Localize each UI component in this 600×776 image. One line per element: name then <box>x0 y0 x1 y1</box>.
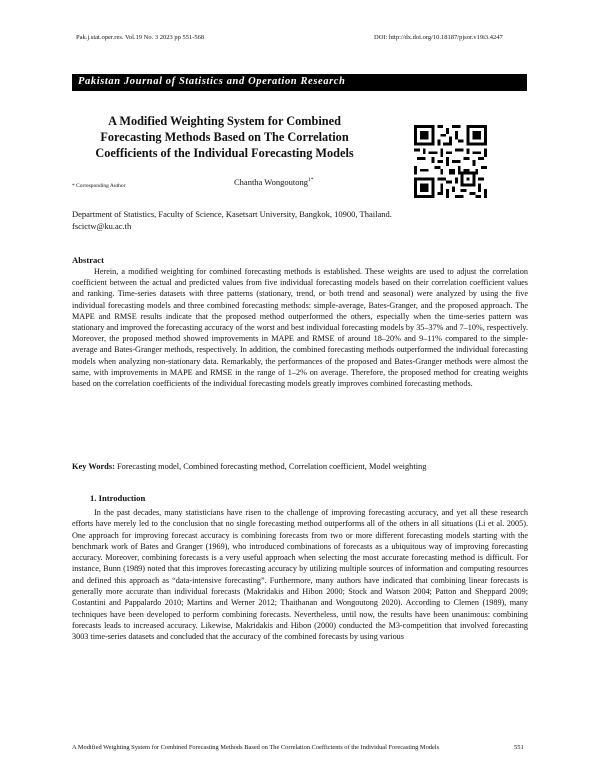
author-affiliation-marker: 1* <box>308 177 314 184</box>
footer-running-title: A Modified Weighting System for Combined Forecasting Methods Based on The Correlation Coefficients of the Individual Forecasting Models <box>72 744 440 751</box>
paper-title <box>72 113 377 161</box>
running-header-citation: Pak.j.stat.oper.res. Vol.19 No. 3 2023 pp 551-568 <box>76 34 205 41</box>
introduction-heading: 1. Introduction <box>90 493 146 503</box>
title-line: Forecasting Methods Based on The Correlation <box>100 130 349 144</box>
running-header-doi[interactable]: DOI: http://dx.doi.org/10.18187/pjsor.v19i3.4247 <box>374 34 503 41</box>
journal-banner <box>72 74 527 91</box>
affiliation-department: Department of Statistics, Faculty of Science, Kasetsart University, Bangkok, 10900, Thailand. <box>72 209 392 219</box>
corresponding-author-note: * Corresponding Author <box>72 183 126 189</box>
author-email[interactable]: fscictw@ku.ac.th <box>72 220 132 231</box>
page-number: 551 <box>514 744 524 751</box>
abstract-heading: Abstract <box>72 255 104 265</box>
title-line: Coefficients of the Individual Forecasting Models <box>95 146 354 160</box>
journal-name: Pakistan Journal of Statistics and Operation Research <box>78 76 346 87</box>
author-line <box>234 177 314 187</box>
abstract-body: Herein, a modified weighting for combined forecasting methods is established. These weights are used to adjust the correlation coefficient between the actual and predicted values from five individual forecasting models based on their correlation coefficient values and ranking. Time-series datasets with three patterns (stationary, trend, or both trend and seasonal) were analyzed by using the five individual forecasting models and three combined forecasting methods: simple-average, Bates-Granger, and the proposed approach. The MAPE and RMSE results indicate that the proposed method outperformed the others, especially when the time-series pattern was stationary and improved the forecasting accuracy of the worst and best individual forecasting models by 35–37% and 7–10%, respectively. Moreover, the proposed method showed improvements in MAPE and RMSE of around 18–20% and 9–11% compared to the simple-average and Bates-Granger methods, respectively. In addition, the combined forecasting methods outperformed the individual forecasting models when analyzing non-stationary data. Remarkably, the performances of the proposed and Bates-Granger methods were almost the same, with improvements in MAPE and RMSE in the range of 1–2% on average. Therefore, the proposed method for creating weights based on the correlation coefficients of the individual forecasting models greatly improves combined forecasting methods. <box>72 267 528 389</box>
author-name: Chantha Wongoutong <box>234 177 309 187</box>
keywords-label: Key Words: <box>72 462 115 471</box>
affiliation-block <box>72 209 392 232</box>
introduction-body: In the past decades, many statisticians have risen to the challenge of improving forecasting accuracy, and yet all these research efforts have merely led to the conclusion that no single forecasting method outperforms all of the others in all situations (Li et al. 2005). One approach for improving forecast accuracy is combining forecasts from two or more different forecasting models starting with the benchmark work of Bates and Granger (1969), who introduced combinations of forecasts as a ubiquitous way of improving forecasting accuracy. Moreover, combining forecasts is a very useful approach when selecting the most accurate forecasting method is difficult. For instance, Bunn (1989) noted that this improves forecasting accuracy by utilizing multiple sources of information and computing resources and defined this approach as “data-intensive forecasting”. Furthermore, many authors have indicated that combining linear forecasts is generally more accurate than individual forecasts (Makridakis and Hibon 2000; Stock and Watson 2004; Patton and Sheppard 2009; Costantini and Pappalardo 2010; Martins and Werner 2012; Thaithanan and Wongoutong 2020). According to Clemen (1989), many techniques have been developed to perform combining forecasts. Nevertheless, until now, the results have been unanimous: combining forecasts leads to increased accuracy. Likewise, Makridakis and Hibon (2000) conducted the M3-competition that involved forecasting 3003 time-series datasets and concluded that the accuracy of the combined forecasts by using various <box>72 508 528 642</box>
title-line: A Modified Weighting System for Combined <box>108 114 341 128</box>
keywords-list: Forecasting model, Combined forecasting method, Correlation coefficient, Model weighting <box>114 462 427 471</box>
qr-code-icon <box>414 125 487 198</box>
keywords-line <box>72 462 426 471</box>
